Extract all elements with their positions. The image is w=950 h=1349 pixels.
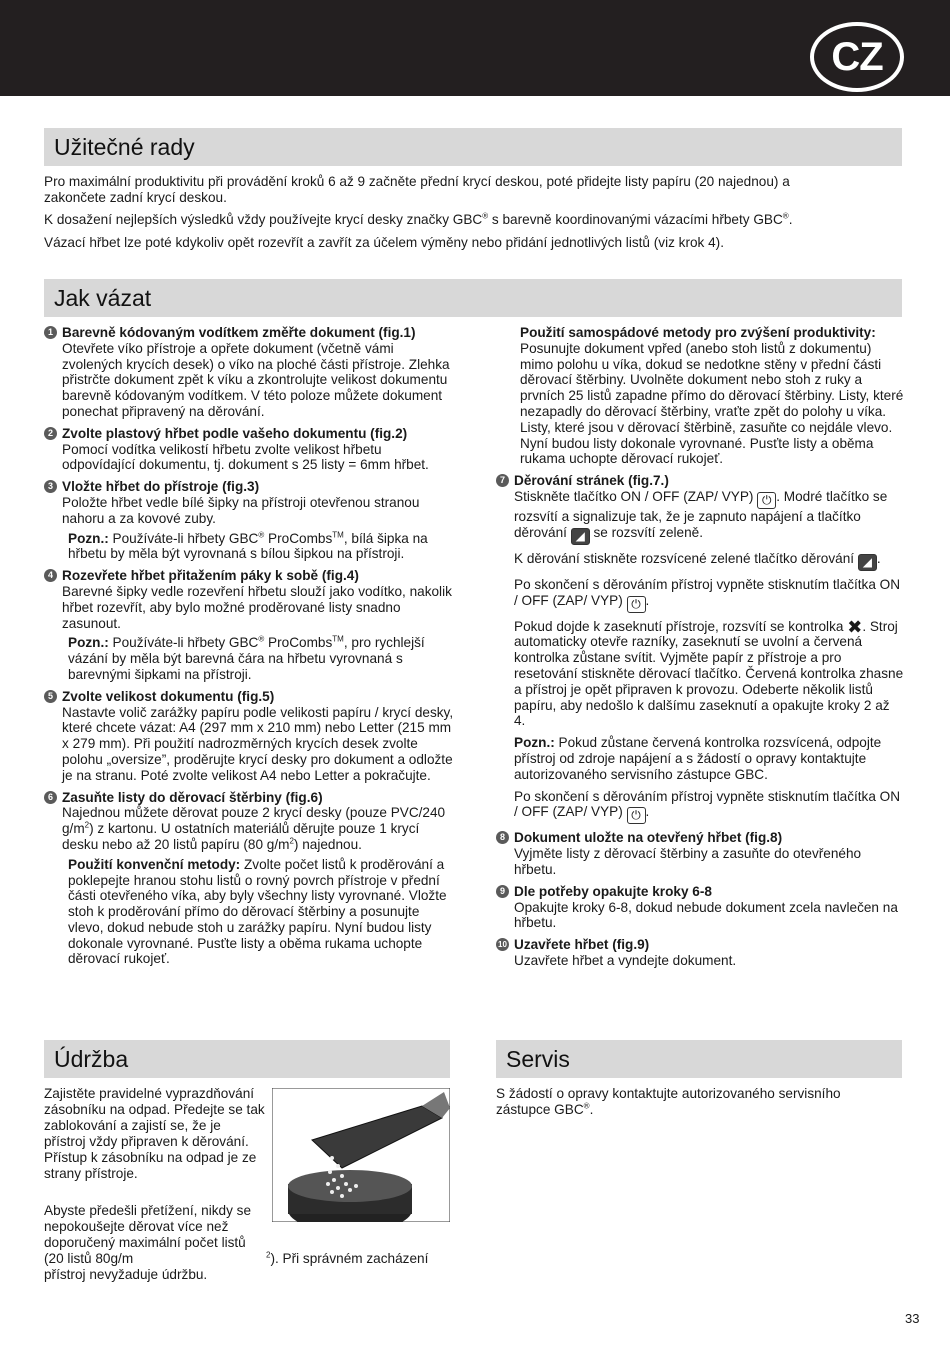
step-note: Pozn.: Používáte-li hřbety GBC® ProCombs™, pro rychlejší vázání by měla být barevná čára na hřbetu vyrovnaná s barevnými šipkami na přístroji. xyxy=(68,634,425,682)
step-text: Uzavřete hřbet a vyndejte dokument. xyxy=(514,952,737,968)
step-text: Opakujte kroky 6-8, dokud nebude dokument zcela navlečen na hřbetu. xyxy=(514,899,898,931)
step-heading: Děrování stránek (fig.7.) xyxy=(514,473,669,489)
step-text: Vyjměte listy z děrovací štěrbiny a zasuňte do otevřeného hřbetu. xyxy=(514,846,862,877)
step-heading: Barevně kódovaným vodítkem změřte dokument (fig.1) xyxy=(62,325,416,340)
tips-paragraph-1: Pro maximální produktivitu při provádění kroků 6 až 9 začněte přední krycí deskou, poté přidejte listy papíru (20 najednou) a zakončete zadní krycí deskou. xyxy=(44,174,790,205)
step-5 xyxy=(44,689,456,784)
language-badge: CZ xyxy=(810,22,904,92)
maintenance-paragraph-1: Zajistěte pravidelné vyprazdňování zásobníku na odpad. Předejte se tak zablokování a zajistí se, že je přístroj vždy připraven k děrování. Přístup k zásobníku na odpad je ze strany přístroje. xyxy=(44,1086,265,1181)
step-text: K děrování stiskněte rozsvícené zelené tlačítko děrování ◢ . xyxy=(514,550,881,569)
step-8 xyxy=(496,830,904,877)
step-text: Po skončení s děrováním přístroj vypněte stisknutím tlačítka ON / OFF (ZAP/ VYP) ⏻ . xyxy=(514,576,901,611)
step-text: Položte hřbet vedle bílé šipky na přístroji otevřenou stranou nahoru a za kovové zuby. xyxy=(62,494,420,526)
step-number: 5 xyxy=(44,690,57,703)
step-7 xyxy=(496,473,904,824)
step-text: Pokud dojde k zaseknutí přístroje, rozsvítí se kontrolka ✖. Stroj automaticky otevře razníky, zaseknutí se uvolní a červená kontrolka zůstane svítit. Vyjměte papír z přístroje a pro resetování stiskněte děrovací tlačítko. Červená kontrolka zhasne a přístroj je opět připraven k provozu. Odeberte několik listů papíru, aby nedošlo k dalšímu zaseknutí a opakujte kroky 2 až 4. xyxy=(514,616,904,729)
service-paragraph: S žádostí o opravy kontaktujte autorizovaného servisního zástupce GBC®. xyxy=(496,1086,841,1117)
step-text: Nastavte volič zarážky papíru podle velikosti papíru / krycí desky, které chcete vázat: A4 (297 mm x 210 mm) nebo Letter (215 mm x 279 mm). Při použití nadrozměrných krycích desek zvolte polohu „oversize”, proděrujte krycí desky pro dokument a odložte je na stranu. Poté zvolte velikost A4 nebo Letter a pokračujte. xyxy=(62,704,454,783)
power-icon: ⏻ xyxy=(627,596,646,613)
step-heading: Zvolte plastový hřbet podle vašeho dokumentu (fig.2) xyxy=(62,425,408,441)
waste-tray-illustration xyxy=(272,1088,450,1222)
step-heading: Zasuňte listy do děrovací štěrbiny (fig.6) xyxy=(62,789,323,805)
tips-paragraph-2: K dosažení nejlepších výsledků vždy používejte krycí desky značky GBC® s barevně koordinovanými vázacími hřbety GBC®. xyxy=(44,211,793,227)
header-bar xyxy=(0,0,950,96)
step-note: Pozn.: Používáte-li hřbety GBC® ProCombs™, bílá šipka na hřbetu by měla být vyrovnaná s bílou šipkou na přístroji. xyxy=(68,530,428,562)
tips-paragraph-3: Vázací hřbet lze poté kdykoliv opět rozevřít a zavřít za účelem výměny nebo přidání jednotlivých listů (viz krok 4). xyxy=(44,235,724,250)
section-title-service: Servis xyxy=(496,1040,902,1078)
power-icon: ⏻ xyxy=(757,492,776,509)
step-3 xyxy=(44,479,456,562)
punch-icon: ◢ xyxy=(858,554,877,571)
step-number: 9 xyxy=(496,885,509,898)
page-number: 33 xyxy=(905,1311,920,1326)
step-number: 3 xyxy=(44,480,57,493)
step-number: 7 xyxy=(496,474,509,487)
step-number: 8 xyxy=(496,831,509,844)
conventional-method-note: Použití konvenční metody: Zvolte počet listů k proděrování a poklepejte hranou stohu listů o rovný povrch přístroje v přední části otevřeného víka, aby byly všechny listy vyrovnané. Vložte stoh k proděrování přímo do děrovací štěrbiny a posunujte vlevo, dokud nebude stoh u zarážky papíru. Nyní budou listy dokonale vyrovnané. Pusťte listy a oběma rukama uchopte děrovací rukojeť. xyxy=(68,856,447,967)
step-heading: Dle potřeby opakujte kroky 6-8 xyxy=(514,883,712,899)
step-text: Po skončení s děrováním přístroj vypněte stisknutím tlačítka ON / OFF (ZAP/ VYP) ⏻ . xyxy=(514,788,901,823)
step-text: Otevřete víko přístroje a opřete dokument (včetně vámi zvolených krycích desek) o víko na ploché části přístroje. Zlehka přistrčte dokument zpět k víku a zkontrolujte velikost dokumentu barevně kódovaným vodítkem. V této poloze můžete dokument ponechat připravený na děrování. xyxy=(62,340,450,419)
maintenance-paragraph-2: Abyste předešli přetížení, nikdy se nepokoušejte děrovat více než doporučený maximální počet listů (20 listů 80g/m $^2$). Při správném zacházení přístroj nevyžaduje údržbu. xyxy=(44,1203,429,1282)
step-1 xyxy=(44,325,456,420)
section-title-maintenance: Údržba xyxy=(44,1040,450,1078)
step-heading: Vložte hřbet do přístroje (fig.3) xyxy=(62,479,260,495)
step-4 xyxy=(44,568,456,683)
step-text: Stiskněte tlačítko ON / OFF (ZAP/ VYP) ⏻ . Modré tlačítko se rozsvítí a signalizuje tak, že je zapnuto napájení a tlačítko děrování ◢ se rozsvítí zeleně. xyxy=(514,488,888,543)
step-9 xyxy=(496,884,904,931)
step-text: Barevné šipky vedle rozevření hřbetu slouží jako vodítko, nakolik hřbet rozevřít, aby bylo možné proděrované listy snadno zasunout. xyxy=(62,583,452,631)
step-heading: Dokument uložte na otevřený hřbet (fig.8) xyxy=(514,830,783,846)
step-2 xyxy=(44,426,456,473)
step-number: 1 xyxy=(44,326,57,339)
gravity-method-note: Použití samospádové metody pro zvýšení produktivity: Posunujte dokument vpřed (anebo stoh listů z dokumentu) mimo polohu u víka, dokud se nedotkne stěny v přední části děrovací štěrbiny. Uvolněte dokument nebo stoh z ruky a prvních 25 listů zapadne přímo do děrovací štěrbiny. Listy, které nezapadly do děrovací štěrbiny, vraťte zpět do polohy u víka. Listy, které jsou v děrovací štěrbině, zasuňte co nejdále vlevo. Nyní budou listy dokonale vyrovnané. Pusťte listy a oběma rukama uchopte děrovací rukojeť. xyxy=(520,325,904,467)
jam-x-icon: ✖ xyxy=(847,616,863,637)
power-icon: ⏻ xyxy=(627,807,646,824)
step-note: Pozn.: Pokud zůstane červená kontrolka rozsvícená, odpojte přístroj od zdroje napájení a s žádostí o opravy kontaktujte autorizovaného servisního zástupce GBC. xyxy=(514,735,882,782)
section-title-howto: Jak vázat xyxy=(44,279,902,317)
step-number: 6 xyxy=(44,791,57,804)
step-text: Najednou můžete děrovat pouze 2 krycí desky (pouze PVC/240 $g/m^2$) z kartonu. U ostatních materiálů děrujte pouze 1 krycí desku nebo až 20 listů papíru (80 $g/m^2$) najednou. xyxy=(62,805,446,852)
punch-icon: ◢ xyxy=(571,528,590,545)
step-number: 2 xyxy=(44,427,57,440)
howto-right-column xyxy=(496,325,904,975)
step-6 xyxy=(44,790,456,968)
step-heading: Rozevřete hřbet přitažením páky k sobě (fig.4) xyxy=(62,568,359,584)
section-title-tips: Užitečné rady xyxy=(44,128,902,166)
step-10 xyxy=(496,937,904,969)
step-number: 4 xyxy=(44,569,57,582)
step-heading: Zvolte velikost dokumentu (fig.5) xyxy=(62,688,275,704)
step-text: Pomocí vodítka velikostí hřbetu zvolte velikost hřbetu odpovídající dokumentu, tj. dokument s 25 listy = 6mm hřbet. xyxy=(62,441,429,473)
step-number: 10 xyxy=(496,938,509,951)
step-heading: Uzavřete hřbet (fig.9) xyxy=(514,937,650,953)
howto-left-column xyxy=(44,325,456,973)
